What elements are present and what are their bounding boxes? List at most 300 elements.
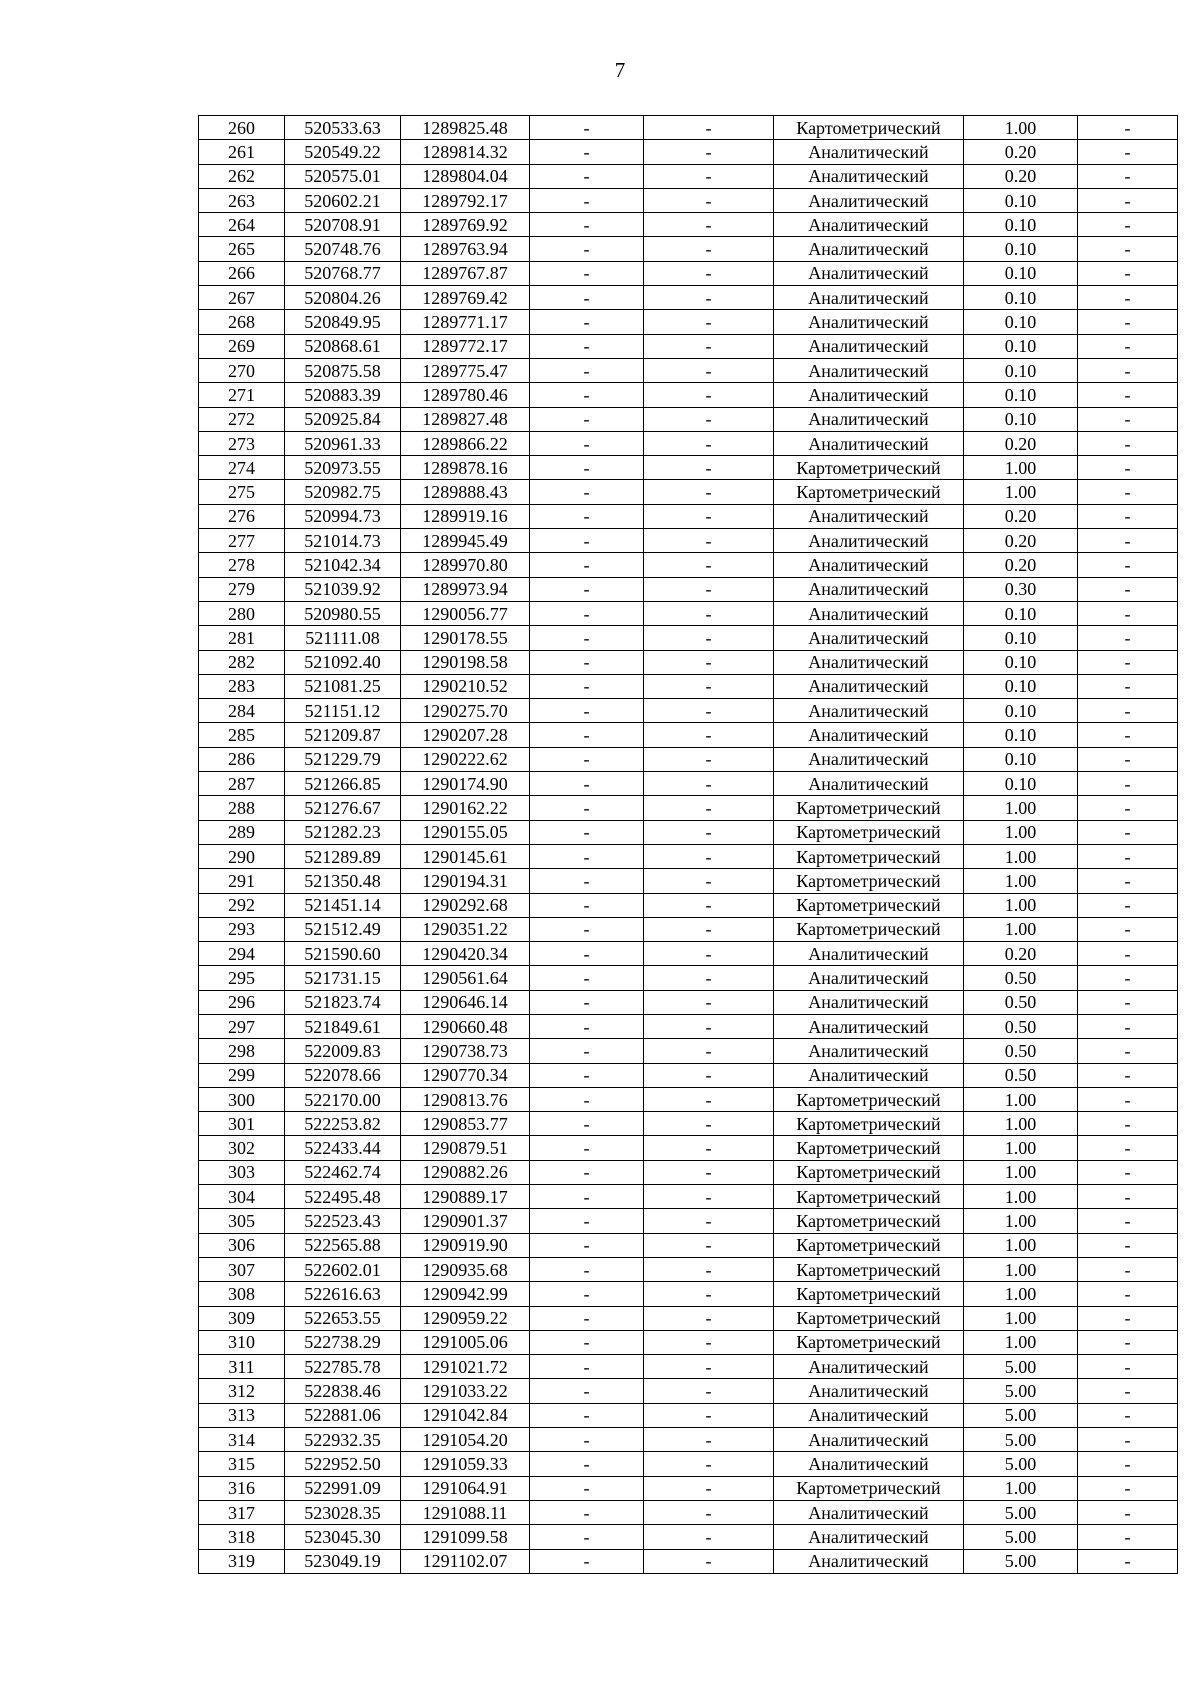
cell-method: Аналитический: [774, 1014, 964, 1038]
cell-y-coordinate: 1290210.52: [401, 674, 530, 698]
table-row: [199, 966, 1178, 990]
cell-y-coordinate-2: -: [644, 1087, 774, 1111]
cell-note: -: [1078, 1403, 1178, 1427]
cell-y-coordinate: 1289970.80: [401, 553, 530, 577]
cell-y-coordinate-2: -: [644, 1330, 774, 1354]
cell-y-coordinate: 1289866.22: [401, 431, 530, 455]
cell-x-coordinate: 521014.73: [285, 529, 401, 553]
cell-y-coordinate-2: -: [644, 286, 774, 310]
cell-method: Аналитический: [774, 237, 964, 261]
cell-x-coordinate-2: -: [530, 456, 644, 480]
cell-note: -: [1078, 796, 1178, 820]
cell-x-coordinate-2: -: [530, 674, 644, 698]
table-row: [199, 334, 1178, 358]
cell-x-coordinate-2: -: [530, 407, 644, 431]
cell-x-coordinate: 521092.40: [285, 650, 401, 674]
cell-accuracy: 0.10: [964, 723, 1078, 747]
cell-note: -: [1078, 917, 1178, 941]
cell-method: Аналитический: [774, 529, 964, 553]
cell-x-coordinate: 522991.09: [285, 1476, 401, 1500]
cell-accuracy: 0.10: [964, 626, 1078, 650]
cell-x-coordinate-2: -: [530, 1330, 644, 1354]
cell-method: Аналитический: [774, 407, 964, 431]
cell-note: -: [1078, 504, 1178, 528]
cell-accuracy: 0.10: [964, 358, 1078, 382]
cell-accuracy: 1.00: [964, 116, 1078, 140]
table-row: [199, 358, 1178, 382]
cell-accuracy: 0.10: [964, 310, 1078, 334]
cell-accuracy: 5.00: [964, 1525, 1078, 1549]
cell-y-coordinate-2: -: [644, 747, 774, 771]
cell-accuracy: 1.00: [964, 1476, 1078, 1500]
cell-note: -: [1078, 626, 1178, 650]
cell-x-coordinate-2: -: [530, 480, 644, 504]
cell-x-coordinate: 522495.48: [285, 1185, 401, 1209]
cell-method: Картометрический: [774, 1185, 964, 1209]
cell-y-coordinate-2: -: [644, 796, 774, 820]
cell-y-coordinate: 1289769.42: [401, 286, 530, 310]
cell-y-coordinate-2: -: [644, 869, 774, 893]
cell-method: Аналитический: [774, 1355, 964, 1379]
cell-y-coordinate-2: -: [644, 917, 774, 941]
cell-method: Аналитический: [774, 650, 964, 674]
cell-x-coordinate: 521151.12: [285, 699, 401, 723]
cell-accuracy: 1.00: [964, 1306, 1078, 1330]
cell-point-number: 315: [199, 1452, 285, 1476]
cell-note: -: [1078, 1525, 1178, 1549]
cell-y-coordinate: 1290942.99: [401, 1282, 530, 1306]
cell-point-number: 285: [199, 723, 285, 747]
cell-x-coordinate-2: -: [530, 699, 644, 723]
cell-method: Аналитический: [774, 577, 964, 601]
table-row: [199, 431, 1178, 455]
cell-accuracy: 0.10: [964, 383, 1078, 407]
cell-x-coordinate: 521081.25: [285, 674, 401, 698]
cell-note: -: [1078, 772, 1178, 796]
cell-x-coordinate-2: -: [530, 1476, 644, 1500]
cell-y-coordinate: 1290901.37: [401, 1209, 530, 1233]
cell-point-number: 296: [199, 990, 285, 1014]
cell-method: Картометрический: [774, 1330, 964, 1354]
cell-y-coordinate: 1289804.04: [401, 164, 530, 188]
cell-point-number: 267: [199, 286, 285, 310]
cell-note: -: [1078, 237, 1178, 261]
cell-y-coordinate: 1290853.77: [401, 1112, 530, 1136]
cell-note: -: [1078, 1112, 1178, 1136]
cell-y-coordinate-2: -: [644, 553, 774, 577]
table-row: [199, 869, 1178, 893]
cell-y-coordinate-2: -: [644, 1403, 774, 1427]
cell-x-coordinate: 520868.61: [285, 334, 401, 358]
cell-point-number: 277: [199, 529, 285, 553]
cell-y-coordinate: 1290882.26: [401, 1160, 530, 1184]
cell-point-number: 279: [199, 577, 285, 601]
cell-note: -: [1078, 1452, 1178, 1476]
cell-accuracy: 5.00: [964, 1452, 1078, 1476]
cell-note: -: [1078, 650, 1178, 674]
cell-point-number: 298: [199, 1039, 285, 1063]
cell-point-number: 317: [199, 1500, 285, 1524]
cell-point-number: 264: [199, 213, 285, 237]
cell-note: -: [1078, 1257, 1178, 1281]
cell-accuracy: 0.10: [964, 699, 1078, 723]
cell-note: -: [1078, 140, 1178, 164]
cell-note: -: [1078, 358, 1178, 382]
cell-x-coordinate-2: -: [530, 140, 644, 164]
cell-note: -: [1078, 1209, 1178, 1233]
cell-accuracy: 0.10: [964, 334, 1078, 358]
cell-y-coordinate-2: -: [644, 1355, 774, 1379]
cell-point-number: 274: [199, 456, 285, 480]
table-row: [199, 626, 1178, 650]
cell-x-coordinate: 522170.00: [285, 1087, 401, 1111]
table-row: [199, 1306, 1178, 1330]
table-row: [199, 140, 1178, 164]
cell-x-coordinate-2: -: [530, 1403, 644, 1427]
cell-method: Картометрический: [774, 480, 964, 504]
table-row: [199, 261, 1178, 285]
cell-accuracy: 5.00: [964, 1403, 1078, 1427]
cell-y-coordinate: 1289772.17: [401, 334, 530, 358]
cell-method: Аналитический: [774, 601, 964, 625]
cell-note: -: [1078, 1500, 1178, 1524]
table-row: [199, 674, 1178, 698]
cell-method: Картометрический: [774, 869, 964, 893]
cell-x-coordinate-2: -: [530, 1525, 644, 1549]
cell-x-coordinate: 521276.67: [285, 796, 401, 820]
cell-y-coordinate-2: -: [644, 1428, 774, 1452]
cell-y-coordinate: 1291102.07: [401, 1549, 530, 1573]
cell-method: Картометрический: [774, 820, 964, 844]
cell-accuracy: 0.30: [964, 577, 1078, 601]
cell-accuracy: 0.10: [964, 601, 1078, 625]
cell-y-coordinate: 1289814.32: [401, 140, 530, 164]
table-row: [199, 1039, 1178, 1063]
cell-accuracy: 0.50: [964, 1063, 1078, 1087]
cell-x-coordinate-2: -: [530, 820, 644, 844]
cell-x-coordinate-2: -: [530, 650, 644, 674]
table-row: [199, 383, 1178, 407]
cell-x-coordinate-2: -: [530, 893, 644, 917]
cell-y-coordinate-2: -: [644, 310, 774, 334]
cell-y-coordinate-2: -: [644, 1233, 774, 1257]
cell-y-coordinate-2: -: [644, 1379, 774, 1403]
table-row: [199, 1160, 1178, 1184]
cell-method: Аналитический: [774, 1039, 964, 1063]
coordinates-table: [198, 115, 1178, 1574]
cell-method: Картометрический: [774, 1087, 964, 1111]
cell-x-coordinate-2: -: [530, 1014, 644, 1038]
cell-x-coordinate-2: -: [530, 1549, 644, 1573]
cell-method: Картометрический: [774, 116, 964, 140]
cell-note: -: [1078, 577, 1178, 601]
cell-note: -: [1078, 1160, 1178, 1184]
cell-x-coordinate: 522952.50: [285, 1452, 401, 1476]
cell-note: -: [1078, 1549, 1178, 1573]
cell-method: Картометрический: [774, 1476, 964, 1500]
cell-method: Аналитический: [774, 188, 964, 212]
cell-y-coordinate: 1290738.73: [401, 1039, 530, 1063]
cell-y-coordinate: 1289763.94: [401, 237, 530, 261]
cell-x-coordinate: 520804.26: [285, 286, 401, 310]
cell-method: Картометрический: [774, 1257, 964, 1281]
cell-note: -: [1078, 869, 1178, 893]
cell-x-coordinate-2: -: [530, 601, 644, 625]
cell-y-coordinate: 1289780.46: [401, 383, 530, 407]
cell-x-coordinate: 522881.06: [285, 1403, 401, 1427]
cell-point-number: 282: [199, 650, 285, 674]
cell-x-coordinate-2: -: [530, 942, 644, 966]
table-row: [199, 820, 1178, 844]
cell-y-coordinate: 1290959.22: [401, 1306, 530, 1330]
table-row: [199, 1476, 1178, 1500]
table-row: [199, 942, 1178, 966]
cell-accuracy: 0.10: [964, 261, 1078, 285]
cell-x-coordinate: 520883.39: [285, 383, 401, 407]
cell-y-coordinate: 1289767.87: [401, 261, 530, 285]
cell-accuracy: 0.50: [964, 966, 1078, 990]
cell-note: -: [1078, 966, 1178, 990]
cell-x-coordinate: 521512.49: [285, 917, 401, 941]
table-row: [199, 917, 1178, 941]
cell-x-coordinate: 521289.89: [285, 844, 401, 868]
cell-point-number: 295: [199, 966, 285, 990]
cell-accuracy: 1.00: [964, 1330, 1078, 1354]
cell-point-number: 284: [199, 699, 285, 723]
cell-method: Картометрический: [774, 917, 964, 941]
cell-y-coordinate-2: -: [644, 504, 774, 528]
cell-y-coordinate: 1289878.16: [401, 456, 530, 480]
cell-y-coordinate-2: -: [644, 116, 774, 140]
cell-x-coordinate: 522078.66: [285, 1063, 401, 1087]
cell-y-coordinate: 1290174.90: [401, 772, 530, 796]
cell-y-coordinate-2: -: [644, 1063, 774, 1087]
cell-accuracy: 1.00: [964, 893, 1078, 917]
cell-x-coordinate: 521731.15: [285, 966, 401, 990]
cell-x-coordinate-2: -: [530, 310, 644, 334]
cell-point-number: 313: [199, 1403, 285, 1427]
cell-y-coordinate: 1289888.43: [401, 480, 530, 504]
cell-point-number: 268: [199, 310, 285, 334]
cell-x-coordinate-2: -: [530, 1112, 644, 1136]
cell-y-coordinate-2: -: [644, 1500, 774, 1524]
cell-point-number: 265: [199, 237, 285, 261]
cell-accuracy: 0.10: [964, 213, 1078, 237]
cell-accuracy: 0.10: [964, 407, 1078, 431]
cell-y-coordinate-2: -: [644, 650, 774, 674]
cell-y-coordinate-2: -: [644, 674, 774, 698]
cell-method: Аналитический: [774, 164, 964, 188]
cell-x-coordinate: 522616.63: [285, 1282, 401, 1306]
cell-method: Картометрический: [774, 1209, 964, 1233]
cell-x-coordinate-2: -: [530, 504, 644, 528]
cell-y-coordinate: 1291099.58: [401, 1525, 530, 1549]
cell-note: -: [1078, 893, 1178, 917]
table-row: [199, 723, 1178, 747]
cell-y-coordinate-2: -: [644, 407, 774, 431]
cell-y-coordinate: 1289945.49: [401, 529, 530, 553]
cell-y-coordinate: 1290222.62: [401, 747, 530, 771]
cell-point-number: 273: [199, 431, 285, 455]
cell-method: Аналитический: [774, 966, 964, 990]
cell-y-coordinate-2: -: [644, 1476, 774, 1500]
cell-y-coordinate-2: -: [644, 383, 774, 407]
cell-point-number: 291: [199, 869, 285, 893]
cell-x-coordinate: 521042.34: [285, 553, 401, 577]
cell-y-coordinate-2: -: [644, 893, 774, 917]
cell-point-number: 300: [199, 1087, 285, 1111]
cell-accuracy: 0.20: [964, 529, 1078, 553]
table-row: [199, 1112, 1178, 1136]
cell-x-coordinate-2: -: [530, 334, 644, 358]
cell-x-coordinate-2: -: [530, 1185, 644, 1209]
cell-y-coordinate: 1291064.91: [401, 1476, 530, 1500]
cell-x-coordinate: 520748.76: [285, 237, 401, 261]
cell-accuracy: 0.20: [964, 504, 1078, 528]
cell-y-coordinate: 1290420.34: [401, 942, 530, 966]
cell-point-number: 308: [199, 1282, 285, 1306]
table-row: [199, 1282, 1178, 1306]
cell-y-coordinate: 1290561.64: [401, 966, 530, 990]
cell-point-number: 301: [199, 1112, 285, 1136]
table-row: [199, 577, 1178, 601]
cell-method: Картометрический: [774, 456, 964, 480]
cell-x-coordinate-2: -: [530, 1355, 644, 1379]
cell-x-coordinate-2: -: [530, 577, 644, 601]
table-row: [199, 286, 1178, 310]
cell-y-coordinate-2: -: [644, 1185, 774, 1209]
cell-note: -: [1078, 844, 1178, 868]
table-row: [199, 1330, 1178, 1354]
cell-accuracy: 0.50: [964, 1014, 1078, 1038]
cell-x-coordinate-2: -: [530, 966, 644, 990]
cell-y-coordinate-2: -: [644, 1160, 774, 1184]
cell-x-coordinate: 523049.19: [285, 1549, 401, 1573]
cell-method: Аналитический: [774, 1452, 964, 1476]
cell-x-coordinate-2: -: [530, 1160, 644, 1184]
cell-point-number: 290: [199, 844, 285, 868]
cell-accuracy: 0.10: [964, 286, 1078, 310]
cell-note: -: [1078, 116, 1178, 140]
cell-y-coordinate: 1290351.22: [401, 917, 530, 941]
table-row: [199, 1257, 1178, 1281]
cell-y-coordinate-2: -: [644, 1209, 774, 1233]
cell-y-coordinate: 1291059.33: [401, 1452, 530, 1476]
cell-y-coordinate-2: -: [644, 213, 774, 237]
cell-note: -: [1078, 1379, 1178, 1403]
cell-y-coordinate-2: -: [644, 140, 774, 164]
cell-method: Картометрический: [774, 1282, 964, 1306]
cell-y-coordinate-2: -: [644, 1112, 774, 1136]
cell-accuracy: 1.00: [964, 1257, 1078, 1281]
cell-x-coordinate: 520533.63: [285, 116, 401, 140]
cell-note: -: [1078, 334, 1178, 358]
cell-method: Картометрический: [774, 1233, 964, 1257]
table-row: [199, 504, 1178, 528]
cell-y-coordinate-2: -: [644, 164, 774, 188]
cell-note: -: [1078, 723, 1178, 747]
cell-x-coordinate: 521849.61: [285, 1014, 401, 1038]
cell-x-coordinate-2: -: [530, 1039, 644, 1063]
cell-point-number: 287: [199, 772, 285, 796]
cell-method: Аналитический: [774, 334, 964, 358]
cell-x-coordinate-2: -: [530, 990, 644, 1014]
table-row: [199, 1549, 1178, 1573]
cell-x-coordinate: 522565.88: [285, 1233, 401, 1257]
cell-note: -: [1078, 747, 1178, 771]
cell-note: -: [1078, 164, 1178, 188]
cell-y-coordinate: 1290879.51: [401, 1136, 530, 1160]
cell-method: Картометрический: [774, 1112, 964, 1136]
table-row: [199, 1452, 1178, 1476]
cell-x-coordinate-2: -: [530, 626, 644, 650]
cell-x-coordinate-2: -: [530, 1136, 644, 1160]
cell-x-coordinate-2: -: [530, 1257, 644, 1281]
cell-method: Картометрический: [774, 1306, 964, 1330]
table-row: [199, 1087, 1178, 1111]
table-row: [199, 796, 1178, 820]
cell-x-coordinate: 521039.92: [285, 577, 401, 601]
cell-accuracy: 1.00: [964, 480, 1078, 504]
cell-note: -: [1078, 1282, 1178, 1306]
cell-y-coordinate-2: -: [644, 480, 774, 504]
cell-y-coordinate: 1290770.34: [401, 1063, 530, 1087]
cell-point-number: 272: [199, 407, 285, 431]
cell-x-coordinate: 520602.21: [285, 188, 401, 212]
cell-note: -: [1078, 310, 1178, 334]
cell-y-coordinate: 1290660.48: [401, 1014, 530, 1038]
cell-x-coordinate: 522653.55: [285, 1306, 401, 1330]
cell-y-coordinate: 1290292.68: [401, 893, 530, 917]
cell-point-number: 314: [199, 1428, 285, 1452]
cell-y-coordinate-2: -: [644, 188, 774, 212]
cell-y-coordinate: 1290162.22: [401, 796, 530, 820]
cell-y-coordinate: 1290207.28: [401, 723, 530, 747]
cell-method: Картометрический: [774, 796, 964, 820]
table-row: [199, 1428, 1178, 1452]
cell-note: -: [1078, 480, 1178, 504]
cell-point-number: 276: [199, 504, 285, 528]
cell-x-coordinate: 520982.75: [285, 480, 401, 504]
cell-method: Аналитический: [774, 1403, 964, 1427]
cell-accuracy: 1.00: [964, 796, 1078, 820]
cell-x-coordinate-2: -: [530, 188, 644, 212]
cell-x-coordinate-2: -: [530, 286, 644, 310]
cell-x-coordinate: 520875.58: [285, 358, 401, 382]
cell-accuracy: 1.00: [964, 1282, 1078, 1306]
cell-method: Аналитический: [774, 1379, 964, 1403]
cell-note: -: [1078, 1476, 1178, 1500]
cell-y-coordinate: 1289973.94: [401, 577, 530, 601]
cell-accuracy: 0.20: [964, 942, 1078, 966]
cell-point-number: 319: [199, 1549, 285, 1573]
cell-x-coordinate-2: -: [530, 1306, 644, 1330]
cell-point-number: 275: [199, 480, 285, 504]
cell-point-number: 280: [199, 601, 285, 625]
cell-y-coordinate: 1289825.48: [401, 116, 530, 140]
cell-x-coordinate-2: -: [530, 116, 644, 140]
cell-x-coordinate-2: -: [530, 553, 644, 577]
cell-y-coordinate-2: -: [644, 942, 774, 966]
cell-point-number: 293: [199, 917, 285, 941]
cell-x-coordinate: 521282.23: [285, 820, 401, 844]
cell-note: -: [1078, 942, 1178, 966]
cell-accuracy: 1.00: [964, 917, 1078, 941]
cell-y-coordinate-2: -: [644, 334, 774, 358]
cell-accuracy: 5.00: [964, 1355, 1078, 1379]
cell-x-coordinate: 520849.95: [285, 310, 401, 334]
cell-y-coordinate: 1291005.06: [401, 1330, 530, 1354]
